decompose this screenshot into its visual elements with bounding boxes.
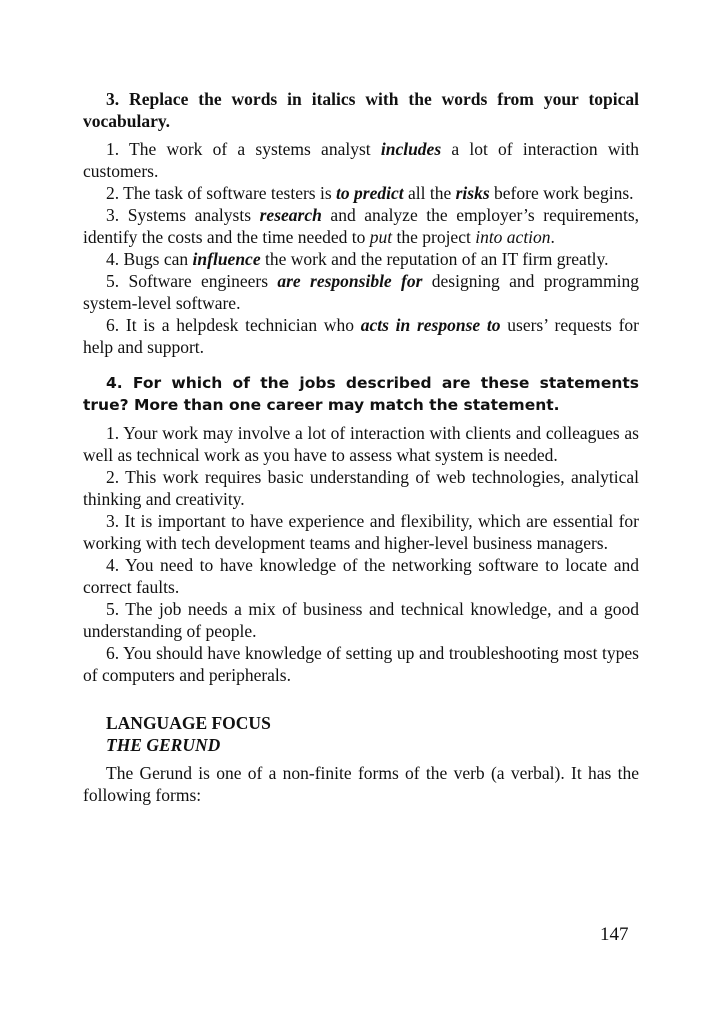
language-focus-title: LANGUAGE FOCUS <box>106 713 271 733</box>
item-text: 6. It is a helpdesk technician who <box>106 315 361 335</box>
italic-term: are responsible for <box>277 271 423 291</box>
exercise-3-heading: 3. Replace the words in italics with the words from your topical vocabulary. <box>83 89 639 131</box>
page-content <box>83 88 639 806</box>
item-text: designing and programming system-level software. <box>83 271 640 313</box>
item-text: before work begins. <box>489 183 634 203</box>
italic-term: includes <box>380 139 442 159</box>
item-text: users’ requests for help and support. <box>83 315 639 357</box>
language-focus-subtitle: THE GERUND <box>106 735 221 755</box>
item-text: and analyze the employer’s requirements, identify the costs and the time needed to <box>83 205 639 247</box>
italic-term: influence <box>192 249 261 269</box>
item-text: . <box>550 227 555 247</box>
exercise-4-heading: 4. For which of the jobs described are these statements true? More than one career may match the statement. <box>83 374 639 414</box>
exercise-4-item: 6. You should have knowledge of setting up and troubleshooting most types of computers and peripherals. <box>83 643 639 685</box>
gerund-paragraph: The Gerund is one of a non-finite forms of the verb (a verbal). It has the following forms: <box>83 763 639 805</box>
exercise-4-item: 2. This work requires basic understanding of web technologies, analytical thinking and creativity. <box>83 467 639 509</box>
item-text: a lot of interaction with customers. <box>83 139 639 181</box>
item-text: all the <box>403 183 456 203</box>
italic-term: research <box>259 205 322 225</box>
item-text: 5. Software engineers <box>106 271 278 291</box>
item-text: the project <box>392 227 476 247</box>
item-text: the work and the reputation of an IT firm greatly. <box>260 249 609 269</box>
exercise-4-item: 4. You need to have knowledge of the networking software to locate and correct faults. <box>83 555 639 597</box>
exercise-3-item <box>83 248 639 270</box>
exercise-4-item: 5. The job needs a mix of business and technical knowledge, and a good understanding of people. <box>83 599 639 641</box>
italic-term: to predict <box>336 183 404 203</box>
italic-term: put <box>369 227 393 247</box>
exercise-3-item <box>83 182 639 204</box>
exercise-3-item <box>83 204 639 248</box>
item-text: 4. Bugs can <box>106 249 193 269</box>
item-text: 1. The work of a systems analyst <box>106 139 381 159</box>
page-number: 147 <box>600 924 629 945</box>
item-text: 2. The task of software testers is <box>106 183 337 203</box>
item-text: 3. Systems analysts <box>106 205 260 225</box>
exercise-4-list <box>83 422 639 686</box>
exercise-3-item <box>83 270 639 314</box>
italic-term: risks <box>455 183 490 203</box>
exercise-3-item <box>83 314 639 358</box>
italic-term: acts in response to <box>360 315 501 335</box>
italic-term: into action <box>475 227 551 247</box>
exercise-3-item <box>83 138 639 182</box>
exercise-4-item: 3. It is important to have experience and flexibility, which are essential for working with tech development teams and higher-level business managers. <box>83 511 639 553</box>
exercise-4-item: 1. Your work may involve a lot of interaction with clients and colleagues as well as technical work as you have to assess what system is needed. <box>83 423 639 465</box>
exercise-3-list <box>83 138 639 358</box>
